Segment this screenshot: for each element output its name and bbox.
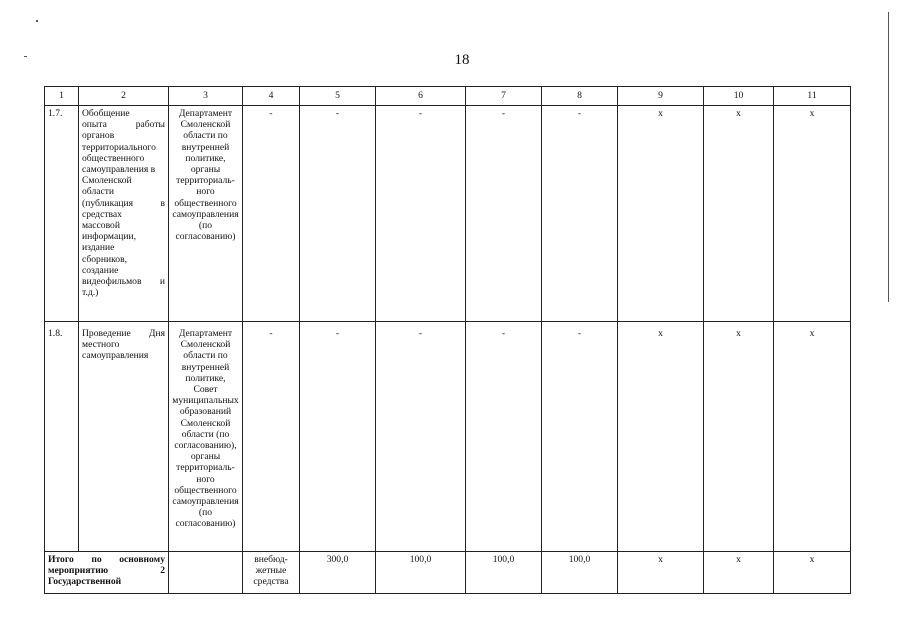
text-line: органы bbox=[190, 164, 221, 176]
line-container bbox=[172, 328, 239, 530]
text-line: органов bbox=[82, 130, 115, 142]
text-line: области (по bbox=[181, 428, 230, 440]
cell-col-7: - bbox=[466, 322, 542, 552]
cell-col-9: x bbox=[618, 106, 704, 322]
text-line: согласованию) bbox=[175, 518, 236, 530]
total-label bbox=[45, 552, 169, 594]
activity-name bbox=[79, 106, 169, 322]
text-line: видеофильмов и bbox=[82, 276, 165, 288]
scan-edge-line bbox=[888, 12, 889, 302]
total-col-7: 100,0 bbox=[466, 552, 542, 594]
text-line: (публикация в bbox=[82, 197, 165, 209]
column-header: 2 bbox=[79, 87, 169, 106]
text-line: Обобщение bbox=[82, 108, 130, 119]
table-row bbox=[45, 322, 851, 552]
column-header: 4 bbox=[243, 87, 300, 106]
column-header: 11 bbox=[774, 87, 851, 106]
text-line: Смоленской bbox=[82, 175, 132, 187]
scan-speck bbox=[36, 20, 38, 22]
total-row bbox=[45, 552, 851, 594]
cell-col-5: - bbox=[300, 322, 376, 552]
line-container bbox=[246, 554, 296, 588]
text-line: области по bbox=[183, 130, 228, 142]
total-col-10: x bbox=[704, 552, 774, 594]
page-number: 18 bbox=[454, 52, 470, 68]
text-line: общественного bbox=[82, 152, 145, 164]
text-line: Смоленской bbox=[180, 339, 231, 351]
total-col-8: 100,0 bbox=[542, 552, 618, 594]
text-line: внутренней bbox=[181, 361, 230, 373]
column-header: 8 bbox=[542, 87, 618, 106]
cell-col-6: - bbox=[376, 322, 466, 552]
text-line: мероприятию 2 bbox=[48, 565, 165, 577]
column-header: 6 bbox=[376, 87, 466, 106]
cell-col-10: x bbox=[704, 322, 774, 552]
text-line: общественного bbox=[174, 197, 237, 209]
text-line: создание bbox=[82, 264, 119, 276]
text-line: издание bbox=[82, 242, 115, 254]
total-funding-source bbox=[243, 552, 300, 594]
text-line: сборников, bbox=[82, 253, 128, 265]
line-container bbox=[82, 328, 165, 362]
text-line: самоуправления bbox=[82, 350, 149, 362]
cell-col-11: x bbox=[774, 322, 851, 552]
text-line: Департамент bbox=[178, 108, 233, 119]
text-line: самоуправления bbox=[172, 496, 239, 508]
total-col-5: 300,0 bbox=[300, 552, 376, 594]
text-line: территориального bbox=[82, 141, 156, 153]
total-col-6: 100,0 bbox=[376, 552, 466, 594]
cell-col-8: - bbox=[542, 322, 618, 552]
table-row bbox=[45, 106, 851, 322]
cell-col-4: - bbox=[243, 106, 300, 322]
row-number: 1.7. bbox=[45, 106, 79, 322]
column-number-row bbox=[45, 87, 851, 106]
row-number: 1.8. bbox=[45, 322, 79, 552]
text-line: массовой bbox=[82, 220, 120, 232]
text-line: самоуправления bbox=[172, 208, 239, 220]
text-line: внутренней bbox=[181, 141, 230, 153]
text-line: местного bbox=[82, 339, 120, 351]
text-line: области по bbox=[183, 350, 228, 362]
activity-name bbox=[79, 322, 169, 552]
text-line: общественного bbox=[174, 484, 237, 496]
text-line: территориаль- bbox=[176, 462, 235, 474]
column-header: 7 bbox=[466, 87, 542, 106]
text-line: органы bbox=[190, 451, 221, 463]
cell-col-4: - bbox=[243, 322, 300, 552]
text-line: образований bbox=[179, 406, 232, 418]
line-container bbox=[82, 108, 165, 298]
text-line: средствах bbox=[82, 208, 122, 220]
text-line: Смоленской bbox=[180, 119, 231, 131]
text-line: Департамент bbox=[178, 328, 233, 339]
cell-col-10: x bbox=[704, 106, 774, 322]
text-line: ного bbox=[196, 473, 215, 485]
total-col-11: x bbox=[774, 552, 851, 594]
column-header: 3 bbox=[169, 87, 243, 106]
text-line: Итого по основному bbox=[48, 554, 165, 565]
column-header: 10 bbox=[704, 87, 774, 106]
text-line: информации, bbox=[82, 231, 136, 243]
text-line: муниципальных bbox=[172, 395, 239, 407]
column-header: 5 bbox=[300, 87, 376, 106]
cell-col-11: x bbox=[774, 106, 851, 322]
scan-speck bbox=[24, 56, 27, 57]
text-line: опыта работы bbox=[82, 119, 165, 131]
text-line: Государственной bbox=[48, 576, 122, 588]
executor bbox=[169, 322, 243, 552]
text-line: согласованию) bbox=[175, 231, 236, 243]
text-line: внебюд- bbox=[254, 554, 288, 565]
text-line: (по bbox=[198, 220, 213, 232]
text-line: Совет bbox=[193, 384, 218, 396]
text-line: жетные bbox=[255, 565, 287, 577]
total-executor bbox=[169, 552, 243, 594]
text-line: ного bbox=[196, 186, 215, 198]
text-line: политике, bbox=[185, 152, 226, 164]
text-line: территориаль- bbox=[176, 175, 235, 187]
text-line: согласованию), bbox=[174, 440, 237, 452]
text-line: средства bbox=[253, 576, 289, 588]
total-col-9: x bbox=[618, 552, 704, 594]
text-line: т.д.) bbox=[82, 287, 99, 299]
line-container bbox=[48, 554, 165, 588]
cell-col-5: - bbox=[300, 106, 376, 322]
cell-col-6: - bbox=[376, 106, 466, 322]
cell-col-8: - bbox=[542, 106, 618, 322]
plan-table bbox=[44, 86, 851, 594]
text-line: Смоленской bbox=[180, 417, 231, 429]
column-header: 9 bbox=[618, 87, 704, 106]
text-line: политике, bbox=[185, 372, 226, 384]
cell-col-9: x bbox=[618, 322, 704, 552]
cell-col-7: - bbox=[466, 106, 542, 322]
executor bbox=[169, 106, 243, 322]
text-line: Проведение Дня bbox=[82, 328, 165, 339]
text-line: области bbox=[82, 186, 115, 198]
text-line: (по bbox=[198, 507, 213, 519]
column-header: 1 bbox=[45, 87, 79, 106]
line-container bbox=[172, 108, 239, 242]
text-line: самоуправления в bbox=[82, 164, 156, 176]
